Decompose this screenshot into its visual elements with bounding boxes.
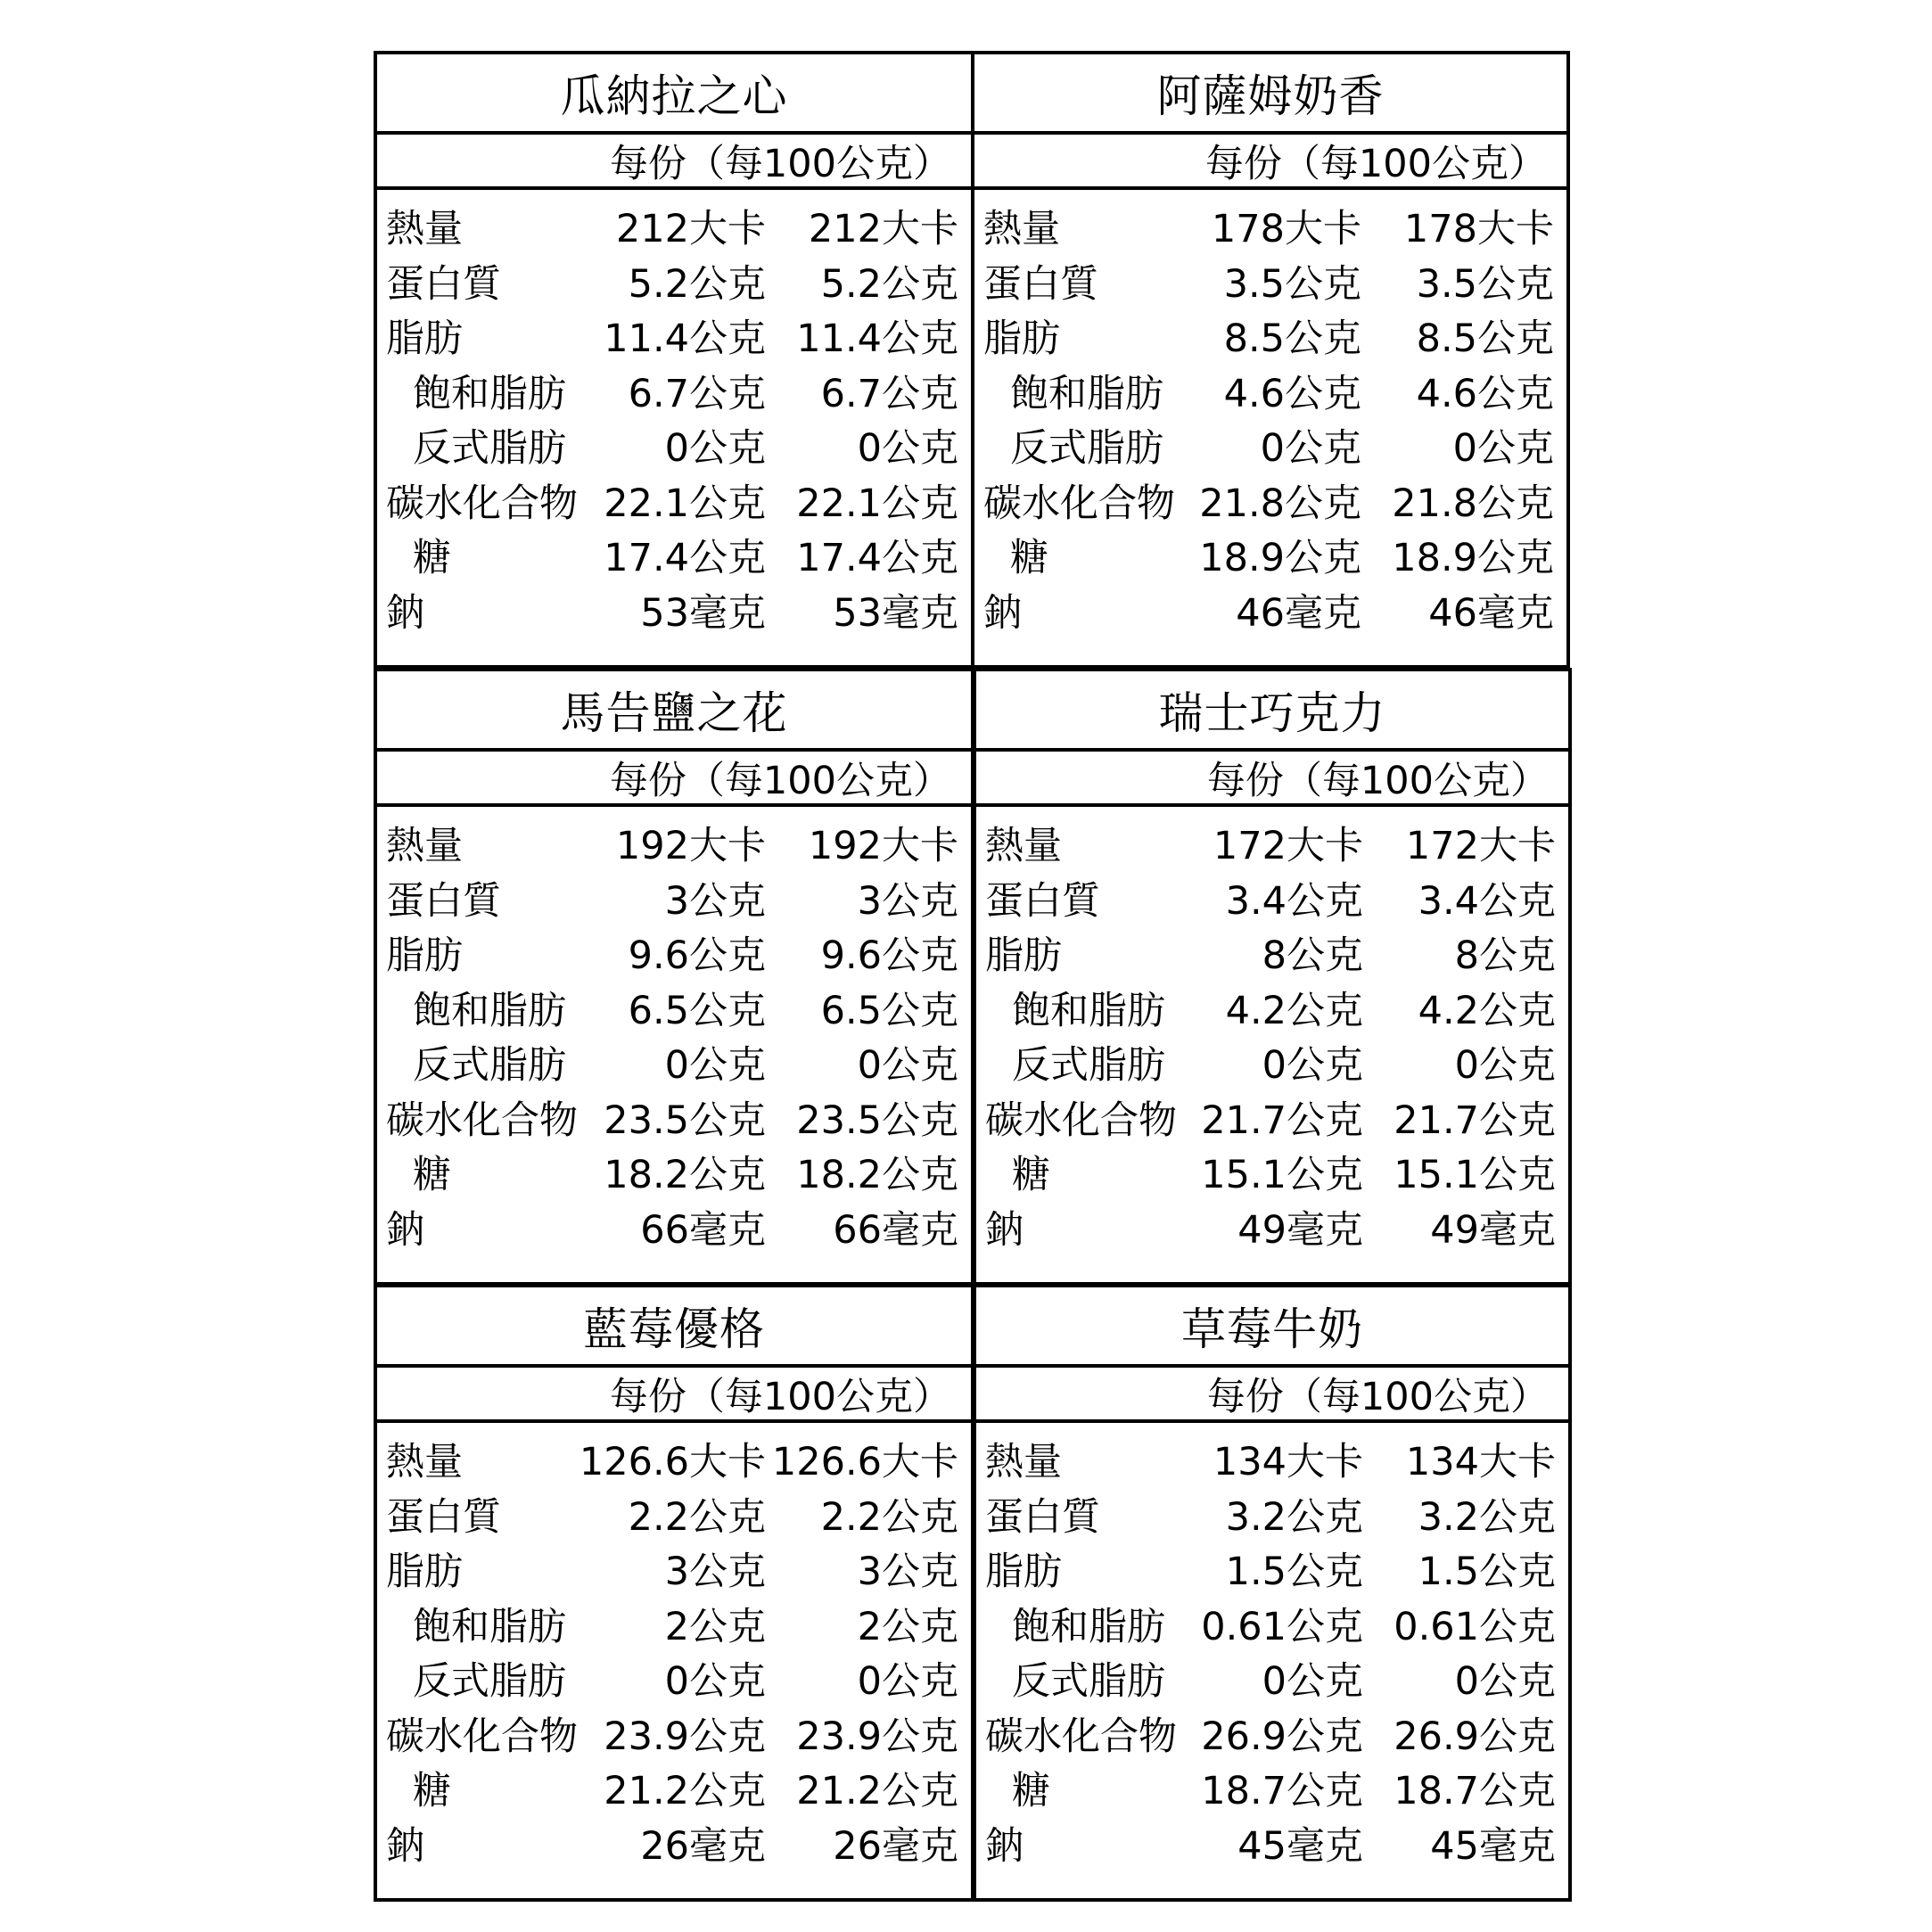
label-fat: 脂肪 [386, 317, 463, 361]
label-sodium: 鈉 [985, 1823, 1024, 1869]
value-per-100g: 1.5公克 [1418, 1550, 1556, 1594]
label-sugar: 糖 [413, 536, 451, 580]
value-per-serving: 0公克 [664, 426, 766, 471]
row-saturated-fat [386, 367, 958, 423]
row-calories [386, 1435, 958, 1491]
row-fat [985, 1545, 1556, 1600]
value-per-100g: 0公克 [857, 1659, 958, 1704]
label-sugar: 糖 [1012, 1153, 1050, 1197]
value-per-serving: 49毫克 [1237, 1207, 1363, 1253]
value-per-100g: 3公克 [857, 1550, 958, 1594]
value-per-serving: 45毫克 [1237, 1823, 1363, 1869]
label-protein: 蛋白質 [983, 261, 1098, 307]
value-per-serving: 0公克 [1262, 1043, 1363, 1088]
value-per-100g: 18.9公克 [1392, 536, 1554, 580]
panel-title: 藍莓優格 [377, 1287, 971, 1368]
value-per-100g: 0公克 [1454, 1043, 1556, 1088]
row-sugar [985, 1764, 1556, 1820]
value-per-100g: 3.4公克 [1418, 878, 1556, 924]
value-per-serving: 6.7公克 [628, 371, 766, 416]
row-sodium [386, 1820, 958, 1875]
row-protein [983, 258, 1554, 313]
value-per-serving: 18.2公克 [604, 1153, 766, 1197]
value-per-100g: 2.2公克 [820, 1494, 958, 1540]
value-per-100g: 17.4公克 [796, 536, 958, 580]
value-per-serving: 3公克 [664, 878, 766, 924]
value-per-100g: 0公克 [857, 1043, 958, 1088]
value-per-serving: 46毫克 [1236, 590, 1361, 636]
value-per-serving: 6.5公克 [628, 988, 766, 1033]
label-sugar: 糖 [1012, 1769, 1050, 1813]
row-trans-fat [386, 1655, 958, 1710]
row-sodium [985, 1204, 1556, 1259]
value-per-100g: 6.7公克 [820, 371, 958, 416]
value-per-100g: 9.6公克 [820, 933, 958, 978]
row-sodium [386, 1204, 958, 1259]
label-saturated-fat: 飽和脂肪 [1012, 1604, 1165, 1649]
value-per-100g: 4.6公克 [1416, 371, 1554, 416]
value-per-100g: 23.9公克 [796, 1714, 958, 1759]
label-sodium: 鈉 [386, 1823, 424, 1869]
row-protein [386, 875, 958, 930]
label-sodium: 鈉 [386, 1207, 424, 1253]
value-per-100g: 22.1公克 [796, 481, 958, 526]
serving-header: 每份（每100公克） [377, 752, 971, 807]
value-per-100g: 26.9公克 [1394, 1714, 1556, 1759]
value-per-serving: 212大卡 [615, 207, 766, 251]
value-per-100g: 8公克 [1454, 933, 1556, 978]
row-sodium [983, 587, 1554, 642]
value-per-serving: 21.8公克 [1199, 481, 1361, 526]
panel-title: 瑞士巧克力 [976, 671, 1568, 752]
value-per-100g: 192大卡 [808, 824, 958, 868]
label-carbohydrate: 碳水化合物 [386, 1714, 578, 1759]
row-saturated-fat [386, 984, 958, 1040]
row-trans-fat [386, 1039, 958, 1094]
value-per-100g: 212大卡 [808, 207, 958, 251]
nutrition-panel-guanala [374, 51, 974, 669]
value-per-100g: 5.2公克 [820, 261, 958, 307]
label-sodium: 鈉 [386, 590, 424, 636]
value-per-100g: 6.5公克 [820, 988, 958, 1033]
row-carbohydrate [985, 1094, 1556, 1149]
value-per-100g: 21.8公克 [1392, 481, 1554, 526]
row-trans-fat [985, 1655, 1556, 1710]
value-per-100g: 3.2公克 [1418, 1494, 1556, 1540]
row-sugar [386, 1764, 958, 1820]
nutrition-rows [985, 819, 1556, 1258]
value-per-serving: 66毫克 [640, 1207, 766, 1253]
nutrition-panel-blueberry-yogurt [374, 1284, 974, 1902]
value-per-serving: 21.2公克 [604, 1769, 766, 1813]
value-per-100g: 23.5公克 [796, 1098, 958, 1143]
value-per-serving: 2.2公克 [628, 1494, 766, 1540]
row-fat [386, 1545, 958, 1600]
label-carbohydrate: 碳水化合物 [386, 481, 578, 526]
value-per-100g: 18.2公克 [796, 1153, 958, 1197]
value-per-serving: 18.9公克 [1199, 536, 1361, 580]
panel-title: 草莓牛奶 [976, 1287, 1568, 1368]
label-protein: 蛋白質 [386, 261, 501, 307]
label-calories: 熱量 [386, 1440, 463, 1484]
value-per-100g: 26毫克 [833, 1823, 958, 1869]
value-per-serving: 0公克 [664, 1659, 766, 1704]
label-sugar: 糖 [1010, 536, 1048, 580]
row-fat [985, 929, 1556, 984]
label-sodium: 鈉 [985, 1207, 1024, 1253]
row-trans-fat [386, 422, 958, 477]
row-fat [386, 312, 958, 367]
value-per-serving: 0公克 [664, 1043, 766, 1088]
row-calories [985, 819, 1556, 875]
label-sodium: 鈉 [983, 590, 1022, 636]
value-per-100g: 66毫克 [833, 1207, 958, 1253]
label-fat: 脂肪 [386, 1550, 463, 1594]
label-carbohydrate: 碳水化合物 [983, 481, 1175, 526]
row-saturated-fat [985, 984, 1556, 1040]
row-saturated-fat [386, 1600, 958, 1656]
label-protein: 蛋白質 [985, 878, 1100, 924]
row-trans-fat [985, 1039, 1556, 1094]
value-per-100g: 3公克 [857, 878, 958, 924]
nutrition-rows [386, 1435, 958, 1874]
value-per-serving: 8公克 [1262, 933, 1363, 978]
value-per-serving: 8.5公克 [1223, 317, 1361, 361]
nutrition-panel-maqaw-salt [374, 668, 974, 1286]
value-per-serving: 15.1公克 [1201, 1153, 1363, 1197]
row-sugar [983, 531, 1554, 587]
row-carbohydrate [983, 477, 1554, 532]
serving-header: 每份（每100公克） [976, 1368, 1568, 1423]
label-trans-fat: 反式脂肪 [413, 1659, 566, 1704]
value-per-100g: 11.4公克 [796, 317, 958, 361]
value-per-serving: 2公克 [664, 1604, 766, 1649]
label-sugar: 糖 [413, 1769, 451, 1813]
value-per-serving: 0公克 [1262, 1659, 1363, 1704]
value-per-100g: 4.2公克 [1418, 988, 1556, 1033]
row-sodium [985, 1820, 1556, 1875]
value-per-serving: 9.6公克 [628, 933, 766, 978]
value-per-serving: 53毫克 [640, 590, 766, 636]
value-per-100g: 15.1公克 [1394, 1153, 1556, 1197]
value-per-100g: 0公克 [1454, 1659, 1556, 1704]
panel-title: 馬告鹽之花 [377, 671, 971, 752]
value-per-serving: 0.61公克 [1201, 1604, 1363, 1649]
label-carbohydrate: 碳水化合物 [386, 1098, 578, 1143]
label-saturated-fat: 飽和脂肪 [413, 988, 566, 1033]
panel-title: 瓜納拉之心 [377, 54, 971, 135]
label-trans-fat: 反式脂肪 [1012, 1659, 1165, 1704]
nutrition-panel-assam [971, 51, 1570, 669]
row-sugar [386, 1148, 958, 1204]
value-per-serving: 0公克 [1260, 426, 1361, 471]
label-sugar: 糖 [413, 1153, 451, 1197]
row-calories [386, 819, 958, 875]
row-carbohydrate [386, 477, 958, 532]
value-per-serving: 17.4公克 [604, 536, 766, 580]
label-calories: 熱量 [985, 824, 1062, 868]
value-per-serving: 3.5公克 [1223, 261, 1361, 307]
nutrition-rows [985, 1435, 1556, 1874]
value-per-100g: 53毫克 [833, 590, 958, 636]
value-per-serving: 21.7公克 [1201, 1098, 1363, 1143]
nutrition-rows [386, 819, 958, 1258]
value-per-100g: 0公克 [857, 426, 958, 471]
label-fat: 脂肪 [985, 1550, 1062, 1594]
label-carbohydrate: 碳水化合物 [985, 1714, 1177, 1759]
nutrition-rows [983, 202, 1554, 641]
label-trans-fat: 反式脂肪 [413, 1043, 566, 1088]
label-saturated-fat: 飽和脂肪 [413, 371, 566, 416]
label-saturated-fat: 飽和脂肪 [1010, 371, 1163, 416]
row-carbohydrate [985, 1710, 1556, 1765]
row-sugar [386, 531, 958, 587]
value-per-serving: 134大卡 [1213, 1440, 1363, 1484]
value-per-100g: 45毫克 [1430, 1823, 1556, 1869]
serving-header: 每份（每100公克） [976, 752, 1568, 807]
value-per-100g: 126.6大卡 [771, 1440, 958, 1484]
value-per-serving: 4.6公克 [1223, 371, 1361, 416]
serving-header: 每份（每100公克） [377, 1368, 971, 1423]
label-protein: 蛋白質 [386, 878, 501, 924]
label-calories: 熱量 [985, 1440, 1062, 1484]
row-carbohydrate [386, 1094, 958, 1149]
value-per-100g: 21.2公克 [796, 1769, 958, 1813]
value-per-100g: 8.5公克 [1416, 317, 1554, 361]
value-per-serving: 172大卡 [1213, 824, 1363, 868]
label-trans-fat: 反式脂肪 [1010, 426, 1163, 471]
row-trans-fat [983, 422, 1554, 477]
row-fat [983, 312, 1554, 367]
label-fat: 脂肪 [983, 317, 1060, 361]
value-per-100g: 46毫克 [1428, 590, 1554, 636]
value-per-100g: 178大卡 [1403, 207, 1554, 251]
row-protein [386, 1491, 958, 1546]
row-saturated-fat [983, 367, 1554, 423]
value-per-serving: 1.5公克 [1225, 1550, 1363, 1594]
serving-header: 每份（每100公克） [377, 135, 971, 190]
label-saturated-fat: 飽和脂肪 [413, 1604, 566, 1649]
value-per-serving: 22.1公克 [604, 481, 766, 526]
value-per-100g: 0.61公克 [1394, 1604, 1556, 1649]
value-per-100g: 134大卡 [1405, 1440, 1556, 1484]
row-calories [386, 202, 958, 258]
nutrition-panel-swiss-chocolate [973, 668, 1572, 1286]
value-per-serving: 5.2公克 [628, 261, 766, 307]
label-calories: 熱量 [386, 824, 463, 868]
value-per-serving: 192大卡 [615, 824, 766, 868]
value-per-serving: 3.2公克 [1225, 1494, 1363, 1540]
row-fat [386, 929, 958, 984]
value-per-serving: 26毫克 [640, 1823, 766, 1869]
value-per-100g: 18.7公克 [1394, 1769, 1556, 1813]
row-protein [386, 258, 958, 313]
value-per-serving: 126.6大卡 [579, 1440, 766, 1484]
value-per-100g: 21.7公克 [1394, 1098, 1556, 1143]
row-protein [985, 1491, 1556, 1546]
value-per-100g: 49毫克 [1430, 1207, 1556, 1253]
value-per-100g: 172大卡 [1405, 824, 1556, 868]
value-per-serving: 11.4公克 [604, 317, 766, 361]
label-trans-fat: 反式脂肪 [413, 426, 566, 471]
value-per-serving: 3.4公克 [1225, 878, 1363, 924]
label-fat: 脂肪 [985, 933, 1062, 978]
value-per-100g: 2公克 [857, 1604, 958, 1649]
row-calories [985, 1435, 1556, 1491]
row-calories [983, 202, 1554, 258]
value-per-serving: 23.5公克 [604, 1098, 766, 1143]
label-protein: 蛋白質 [386, 1494, 501, 1540]
value-per-serving: 3公克 [664, 1550, 766, 1594]
value-per-100g: 0公克 [1452, 426, 1554, 471]
value-per-serving: 26.9公克 [1201, 1714, 1363, 1759]
label-calories: 熱量 [983, 207, 1060, 251]
value-per-serving: 4.2公克 [1225, 988, 1363, 1033]
nutrition-rows [386, 202, 958, 641]
value-per-serving: 18.7公克 [1201, 1769, 1363, 1813]
panel-title: 阿薩姆奶香 [974, 54, 1566, 135]
value-per-serving: 178大卡 [1211, 207, 1361, 251]
row-carbohydrate [386, 1710, 958, 1765]
row-protein [985, 875, 1556, 930]
label-trans-fat: 反式脂肪 [1012, 1043, 1165, 1088]
row-sodium [386, 587, 958, 642]
row-sugar [985, 1148, 1556, 1204]
row-saturated-fat [985, 1600, 1556, 1656]
value-per-100g: 3.5公克 [1416, 261, 1554, 307]
label-protein: 蛋白質 [985, 1494, 1100, 1540]
label-calories: 熱量 [386, 207, 463, 251]
nutrition-panel-strawberry-milk [973, 1284, 1572, 1902]
label-fat: 脂肪 [386, 933, 463, 978]
label-carbohydrate: 碳水化合物 [985, 1098, 1177, 1143]
label-saturated-fat: 飽和脂肪 [1012, 988, 1165, 1033]
value-per-serving: 23.9公克 [604, 1714, 766, 1759]
serving-header: 每份（每100公克） [974, 135, 1566, 190]
